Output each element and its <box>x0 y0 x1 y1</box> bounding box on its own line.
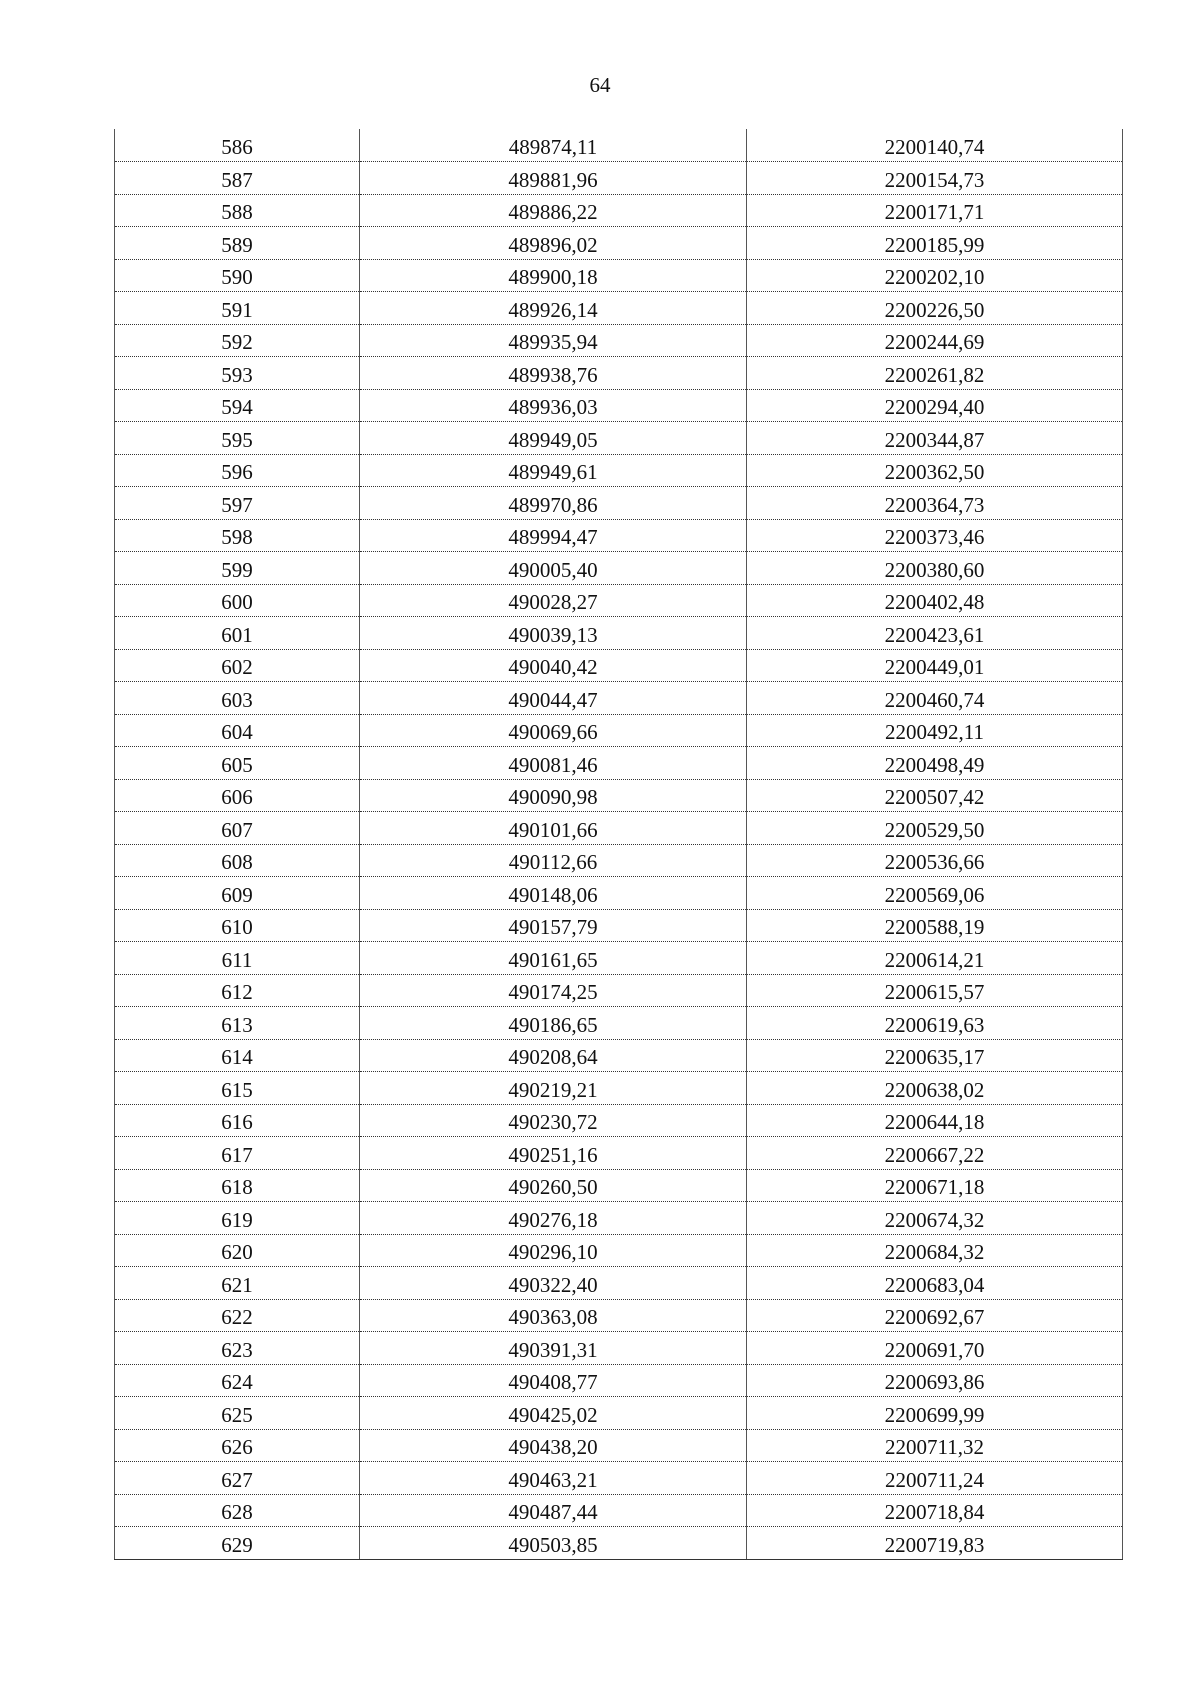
y-coordinate-cell: 2200380,60 <box>747 552 1123 585</box>
point-number-cell: 593 <box>115 357 360 390</box>
table-row <box>115 1104 1123 1137</box>
point-number-cell: 608 <box>115 844 360 877</box>
point-number-cell: 605 <box>115 747 360 780</box>
y-coordinate-cell: 2200171,71 <box>747 194 1123 227</box>
table-row <box>115 1169 1123 1202</box>
table-row <box>115 1299 1123 1332</box>
point-number-cell: 606 <box>115 779 360 812</box>
x-coordinate-cell: 490005,40 <box>360 552 747 585</box>
y-coordinate-cell: 2200691,70 <box>747 1332 1123 1365</box>
point-number-cell: 600 <box>115 584 360 617</box>
table-row <box>115 649 1123 682</box>
point-number-cell: 595 <box>115 422 360 455</box>
point-number-cell: 604 <box>115 714 360 747</box>
point-number-cell: 625 <box>115 1397 360 1430</box>
y-coordinate-cell: 2200693,86 <box>747 1364 1123 1397</box>
y-coordinate-cell: 2200615,57 <box>747 974 1123 1007</box>
y-coordinate-cell: 2200638,02 <box>747 1072 1123 1105</box>
x-coordinate-cell: 490487,44 <box>360 1494 747 1527</box>
table-row <box>115 1494 1123 1527</box>
x-coordinate-cell: 489949,61 <box>360 454 747 487</box>
table-row <box>115 422 1123 455</box>
point-number-cell: 591 <box>115 292 360 325</box>
x-coordinate-cell: 490101,66 <box>360 812 747 845</box>
point-number-cell: 601 <box>115 617 360 650</box>
table-row <box>115 1137 1123 1170</box>
table-row <box>115 779 1123 812</box>
x-coordinate-cell: 490112,66 <box>360 844 747 877</box>
table-row <box>115 292 1123 325</box>
x-coordinate-cell: 490208,64 <box>360 1039 747 1072</box>
point-number-cell: 603 <box>115 682 360 715</box>
point-number-cell: 628 <box>115 1494 360 1527</box>
point-number-cell: 621 <box>115 1267 360 1300</box>
point-number-cell: 611 <box>115 942 360 975</box>
x-coordinate-cell: 489900,18 <box>360 259 747 292</box>
x-coordinate-cell: 490219,21 <box>360 1072 747 1105</box>
x-coordinate-cell: 490186,65 <box>360 1007 747 1040</box>
x-coordinate-cell: 490503,85 <box>360 1527 747 1560</box>
table-row <box>115 682 1123 715</box>
y-coordinate-cell: 2200699,99 <box>747 1397 1123 1430</box>
table-row <box>115 1429 1123 1462</box>
y-coordinate-cell: 2200619,63 <box>747 1007 1123 1040</box>
x-coordinate-cell: 490044,47 <box>360 682 747 715</box>
x-coordinate-cell: 489881,96 <box>360 162 747 195</box>
x-coordinate-cell: 490363,08 <box>360 1299 747 1332</box>
x-coordinate-cell: 490028,27 <box>360 584 747 617</box>
y-coordinate-cell: 2200226,50 <box>747 292 1123 325</box>
y-coordinate-cell: 2200140,74 <box>747 129 1123 162</box>
y-coordinate-cell: 2200460,74 <box>747 682 1123 715</box>
point-number-cell: 613 <box>115 1007 360 1040</box>
table-row <box>115 974 1123 1007</box>
y-coordinate-cell: 2200364,73 <box>747 487 1123 520</box>
x-coordinate-cell: 489886,22 <box>360 194 747 227</box>
y-coordinate-cell: 2200674,32 <box>747 1202 1123 1235</box>
point-number-cell: 618 <box>115 1169 360 1202</box>
point-number-cell: 598 <box>115 519 360 552</box>
point-number-cell: 614 <box>115 1039 360 1072</box>
y-coordinate-cell: 2200244,69 <box>747 324 1123 357</box>
table-row <box>115 942 1123 975</box>
point-number-cell: 627 <box>115 1462 360 1495</box>
y-coordinate-cell: 2200294,40 <box>747 389 1123 422</box>
point-number-cell: 612 <box>115 974 360 1007</box>
x-coordinate-cell: 489938,76 <box>360 357 747 390</box>
point-number-cell: 590 <box>115 259 360 292</box>
x-coordinate-cell: 490069,66 <box>360 714 747 747</box>
y-coordinate-cell: 2200402,48 <box>747 584 1123 617</box>
table-row <box>115 454 1123 487</box>
point-number-cell: 609 <box>115 877 360 910</box>
table-row <box>115 324 1123 357</box>
y-coordinate-cell: 2200492,11 <box>747 714 1123 747</box>
point-number-cell: 620 <box>115 1234 360 1267</box>
table-row <box>115 519 1123 552</box>
point-number-cell: 624 <box>115 1364 360 1397</box>
x-coordinate-cell: 489896,02 <box>360 227 747 260</box>
y-coordinate-cell: 2200644,18 <box>747 1104 1123 1137</box>
y-coordinate-cell: 2200692,67 <box>747 1299 1123 1332</box>
table-row <box>115 1234 1123 1267</box>
x-coordinate-cell: 489949,05 <box>360 422 747 455</box>
table-row <box>115 1202 1123 1235</box>
y-coordinate-cell: 2200154,73 <box>747 162 1123 195</box>
x-coordinate-cell: 490408,77 <box>360 1364 747 1397</box>
point-number-cell: 623 <box>115 1332 360 1365</box>
y-coordinate-cell: 2200423,61 <box>747 617 1123 650</box>
table-row <box>115 259 1123 292</box>
y-coordinate-cell: 2200588,19 <box>747 909 1123 942</box>
y-coordinate-cell: 2200536,66 <box>747 844 1123 877</box>
point-number-cell: 592 <box>115 324 360 357</box>
y-coordinate-cell: 2200614,21 <box>747 942 1123 975</box>
table-row <box>115 1364 1123 1397</box>
y-coordinate-cell: 2200683,04 <box>747 1267 1123 1300</box>
y-coordinate-cell: 2200569,06 <box>747 877 1123 910</box>
x-coordinate-cell: 490039,13 <box>360 617 747 650</box>
x-coordinate-cell: 490276,18 <box>360 1202 747 1235</box>
x-coordinate-cell: 489926,14 <box>360 292 747 325</box>
y-coordinate-cell: 2200529,50 <box>747 812 1123 845</box>
table-row <box>115 487 1123 520</box>
y-coordinate-cell: 2200202,10 <box>747 259 1123 292</box>
page-number: 64 <box>589 73 611 97</box>
point-number-cell: 607 <box>115 812 360 845</box>
table-row <box>115 714 1123 747</box>
table-row <box>115 584 1123 617</box>
point-number-cell: 586 <box>115 129 360 162</box>
point-number-cell: 629 <box>115 1527 360 1560</box>
y-coordinate-cell: 2200507,42 <box>747 779 1123 812</box>
x-coordinate-cell: 490040,42 <box>360 649 747 682</box>
x-coordinate-cell: 489936,03 <box>360 389 747 422</box>
x-coordinate-cell: 490157,79 <box>360 909 747 942</box>
table-row <box>115 1267 1123 1300</box>
table-row <box>115 1527 1123 1560</box>
point-number-cell: 616 <box>115 1104 360 1137</box>
x-coordinate-cell: 490296,10 <box>360 1234 747 1267</box>
x-coordinate-cell: 490391,31 <box>360 1332 747 1365</box>
y-coordinate-cell: 2200718,84 <box>747 1494 1123 1527</box>
y-coordinate-cell: 2200635,17 <box>747 1039 1123 1072</box>
table-row <box>115 1072 1123 1105</box>
y-coordinate-cell: 2200373,46 <box>747 519 1123 552</box>
point-number-cell: 619 <box>115 1202 360 1235</box>
point-number-cell: 589 <box>115 227 360 260</box>
table-row <box>115 552 1123 585</box>
x-coordinate-cell: 490322,40 <box>360 1267 747 1300</box>
x-coordinate-cell: 489970,86 <box>360 487 747 520</box>
table-row <box>115 909 1123 942</box>
x-coordinate-cell: 490251,16 <box>360 1137 747 1170</box>
x-coordinate-cell: 490230,72 <box>360 1104 747 1137</box>
x-coordinate-cell: 490260,50 <box>360 1169 747 1202</box>
x-coordinate-cell: 490463,21 <box>360 1462 747 1495</box>
point-number-cell: 617 <box>115 1137 360 1170</box>
y-coordinate-cell: 2200684,32 <box>747 1234 1123 1267</box>
x-coordinate-cell: 490148,06 <box>360 877 747 910</box>
x-coordinate-cell: 490081,46 <box>360 747 747 780</box>
point-number-cell: 594 <box>115 389 360 422</box>
point-number-cell: 588 <box>115 194 360 227</box>
table-row <box>115 877 1123 910</box>
point-number-cell: 610 <box>115 909 360 942</box>
y-coordinate-cell: 2200185,99 <box>747 227 1123 260</box>
x-coordinate-cell: 490090,98 <box>360 779 747 812</box>
x-coordinate-cell: 490438,20 <box>360 1429 747 1462</box>
table-row <box>115 747 1123 780</box>
point-number-cell: 587 <box>115 162 360 195</box>
point-number-cell: 602 <box>115 649 360 682</box>
y-coordinate-cell: 2200671,18 <box>747 1169 1123 1202</box>
y-coordinate-cell: 2200362,50 <box>747 454 1123 487</box>
table-row <box>115 162 1123 195</box>
table-row <box>115 1007 1123 1040</box>
x-coordinate-cell: 489994,47 <box>360 519 747 552</box>
table-row <box>115 844 1123 877</box>
y-coordinate-cell: 2200667,22 <box>747 1137 1123 1170</box>
y-coordinate-cell: 2200449,01 <box>747 649 1123 682</box>
table-row <box>115 227 1123 260</box>
point-number-cell: 626 <box>115 1429 360 1462</box>
table-row <box>115 1397 1123 1430</box>
y-coordinate-cell: 2200711,32 <box>747 1429 1123 1462</box>
coordinates-table-body <box>115 129 1123 1559</box>
table-row <box>115 617 1123 650</box>
table-row <box>115 812 1123 845</box>
x-coordinate-cell: 490161,65 <box>360 942 747 975</box>
point-number-cell: 622 <box>115 1299 360 1332</box>
x-coordinate-cell: 490425,02 <box>360 1397 747 1430</box>
table-row <box>115 1332 1123 1365</box>
point-number-cell: 597 <box>115 487 360 520</box>
x-coordinate-cell: 490174,25 <box>360 974 747 1007</box>
point-number-cell: 599 <box>115 552 360 585</box>
y-coordinate-cell: 2200261,82 <box>747 357 1123 390</box>
x-coordinate-cell: 489874,11 <box>360 129 747 162</box>
table-row <box>115 1039 1123 1072</box>
point-number-cell: 615 <box>115 1072 360 1105</box>
y-coordinate-cell: 2200498,49 <box>747 747 1123 780</box>
coordinates-table <box>114 129 1123 1560</box>
table-row <box>115 194 1123 227</box>
table-row <box>115 389 1123 422</box>
table-row <box>115 357 1123 390</box>
table-row <box>115 1462 1123 1495</box>
y-coordinate-cell: 2200711,24 <box>747 1462 1123 1495</box>
point-number-cell: 596 <box>115 454 360 487</box>
table-row <box>115 129 1123 162</box>
y-coordinate-cell: 2200344,87 <box>747 422 1123 455</box>
y-coordinate-cell: 2200719,83 <box>747 1527 1123 1560</box>
x-coordinate-cell: 489935,94 <box>360 324 747 357</box>
